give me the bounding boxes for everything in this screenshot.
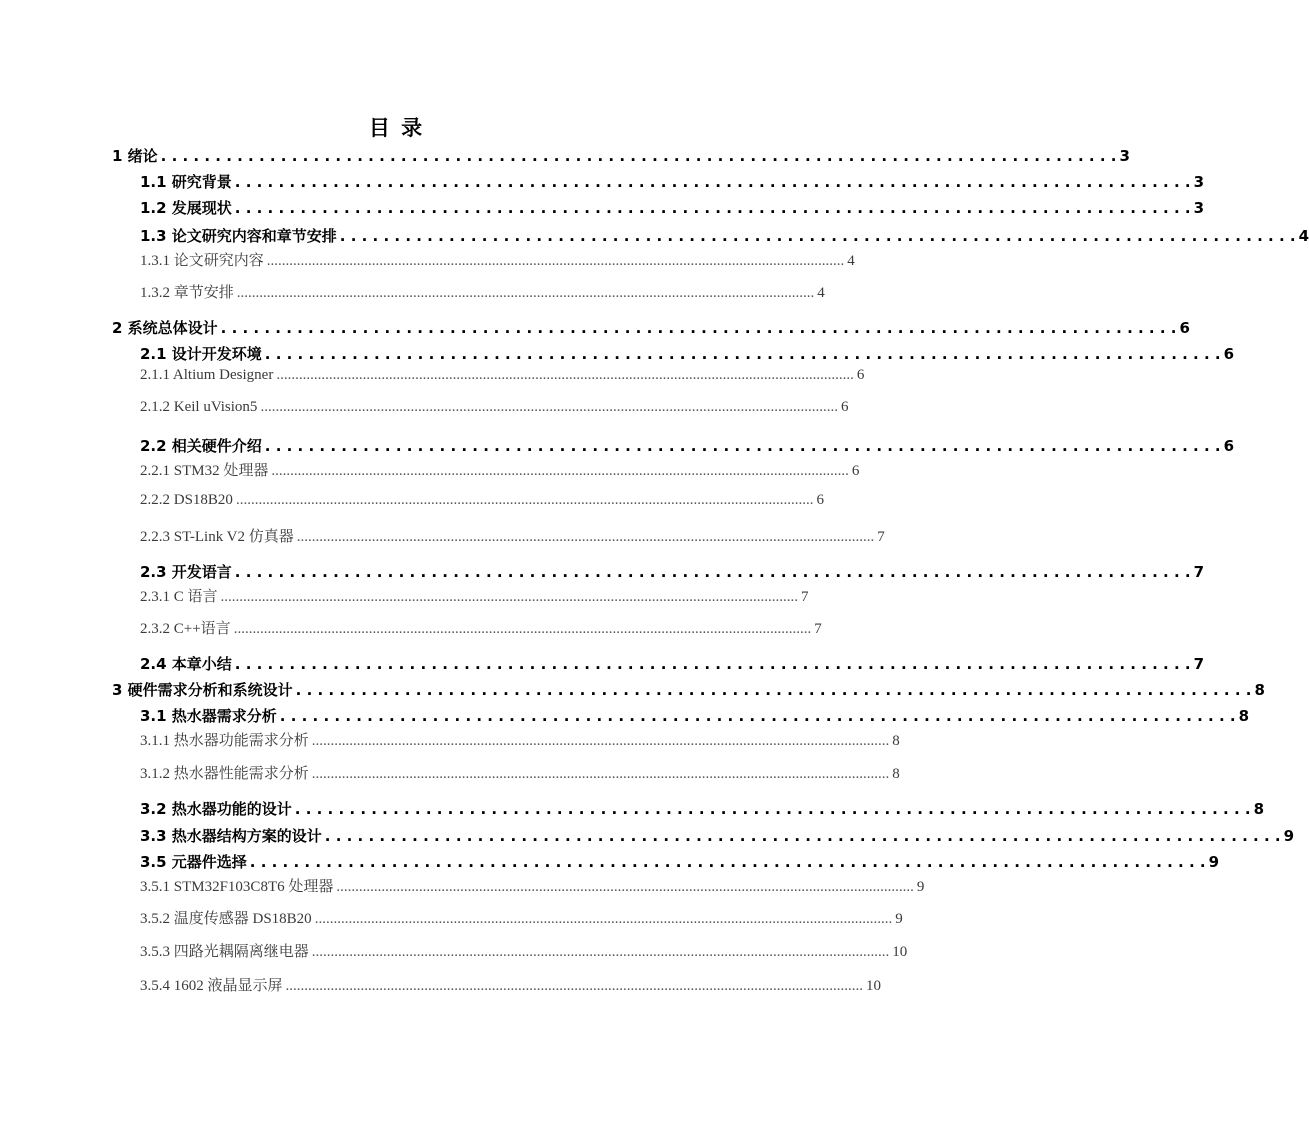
toc-entry-page-number: 7: [877, 529, 885, 545]
toc-entry-label: 3.2 热水器功能的设计: [140, 800, 292, 818]
toc-entry-page-number: 4: [1298, 227, 1309, 245]
toc-entry-label: 2.2.3 ST-Link V2 仿真器: [140, 529, 294, 545]
toc-entry-label: 3.1.1 热水器功能需求分析: [140, 733, 309, 749]
toc-leader-dots: . . . . . . . . . . . . . . . . . . . . . . . . . . . . . . . . . . . . . . . . . . . . . . . . . . . . . . . . . . . . . . . . . . . . . . . . . . . . . . . . . . . . . . . .: [339, 227, 1296, 245]
toc-entry-label: 1.2 发展现状: [140, 199, 232, 217]
toc-entry: [140, 343, 1235, 364]
toc-entry-page-number: 4: [847, 253, 855, 269]
toc-entry-page-number: 3: [1119, 147, 1130, 165]
toc-entry-page-number: 6: [1223, 345, 1235, 363]
toc-leader-dots: . . . . . . . . . . . . . . . . . . . . . . . . . . . . . . . . . . . . . . . . . . . . . . . . . . . . . . . . . . . . . . . . . . . . . . . . . . . . . . . . . . . . . . . .: [234, 655, 1191, 673]
toc-entry-page-number: 3: [1193, 199, 1205, 217]
toc-entry-label: 3.5.2 温度传感器 DS18B20: [140, 911, 312, 927]
toc-entry-page-number: 9: [1208, 853, 1220, 871]
toc-entry: [140, 585, 809, 606]
toc-entry-page-number: 7: [801, 589, 809, 605]
toc-entry-page-number: 6: [840, 399, 849, 415]
toc-entry: [112, 679, 1265, 700]
toc-entry-page-number: 9: [916, 879, 925, 895]
toc-entry-label: 3.5.3 四路光耦隔离继电器: [140, 944, 309, 960]
toc-entry-label: 2.2.2 DS18B20: [140, 492, 233, 508]
toc-entry-label: 2.3 开发语言: [140, 563, 232, 581]
toc-entry-label: 2.1 设计开发环境: [140, 345, 262, 363]
toc-leader-dots: . . . . . . . . . . . . . . . . . . . . . . . . . . . . . . . . . . . . . . . . . . . . . . . . . . . . . . . . . . . . . . . . . . . . . . . . . . . . . . . . . . . . . . . .: [264, 437, 1221, 455]
toc-leader-dots: ..........................................................................................................................................................: [296, 529, 875, 545]
toc-entry: [140, 249, 855, 270]
toc-entry: [140, 798, 1265, 819]
toc-entry: [140, 197, 1205, 218]
toc-entry: [140, 729, 900, 750]
toc-entry-page-number: 8: [892, 766, 900, 782]
toc-entry-label: 2.3.2 C++语言: [140, 621, 231, 637]
toc-entry-label: 2.2 相关硬件介绍: [140, 437, 262, 455]
toc-entry: [140, 875, 925, 896]
toc-leader-dots: ..........................................................................................................................................................: [220, 589, 799, 605]
toc-entry-label: 3 硬件需求分析和系统设计: [112, 681, 293, 699]
toc-leader-dots: ..........................................................................................................................................................: [236, 285, 815, 301]
toc-entry: [140, 399, 849, 416]
toc-leader-dots: ..........................................................................................................................................................: [260, 399, 838, 415]
toc-leader-dots: . . . . . . . . . . . . . . . . . . . . . . . . . . . . . . . . . . . . . . . . . . . . . . . . . . . . . . . . . . . . . . . . . . . . . . . . . . . . . . . . . . . . . . . .: [160, 147, 1117, 165]
toc-entry: [140, 171, 1205, 192]
toc-leader-dots: . . . . . . . . . . . . . . . . . . . . . . . . . . . . . . . . . . . . . . . . . . . . . . . . . . . . . . . . . . . . . . . . . . . . . . . . . . . . . . . . . . . . . . . .: [279, 707, 1236, 725]
toc-leader-dots: ..........................................................................................................................................................: [285, 978, 864, 994]
toc-entry: [140, 705, 1250, 726]
toc-entry-page-number: 9: [895, 911, 903, 927]
toc-leader-dots: ..........................................................................................................................................................: [233, 621, 812, 637]
toc-leader-dots: . . . . . . . . . . . . . . . . . . . . . . . . . . . . . . . . . . . . . . . . . . . . . . . . . . . . . . . . . . . . . . . . . . . . . . . . . . . . . . . . . . . . . . . .: [234, 199, 1191, 217]
toc-entry-label: 3.5.4 1602 液晶显示屏: [140, 978, 283, 994]
toc-leader-dots: . . . . . . . . . . . . . . . . . . . . . . . . . . . . . . . . . . . . . . . . . . . . . . . . . . . . . . . . . . . . . . . . . . . . . . . . . . . . . . . . . . . . . . . .: [294, 800, 1251, 818]
toc-leader-dots: . . . . . . . . . . . . . . . . . . . . . . . . . . . . . . . . . . . . . . . . . . . . . . . . . . . . . . . . . . . . . . . . . . . . . . . . . . . . . . . . . . . . . . . .: [295, 681, 1252, 699]
toc-entry-label: 1.3.1 论文研究内容: [140, 253, 264, 269]
toc-title: 目 录: [368, 116, 425, 140]
toc-leader-dots: . . . . . . . . . . . . . . . . . . . . . . . . . . . . . . . . . . . . . . . . . . . . . . . . . . . . . . . . . . . . . . . . . . . . . . . . . . . . . . . . . . . . . . . .: [220, 319, 1177, 337]
toc-leader-dots: ..........................................................................................................................................................: [276, 367, 854, 383]
toc-leader-dots: ..........................................................................................................................................................: [311, 766, 890, 782]
toc-entry: [140, 525, 885, 546]
toc-entry-page-number: 6: [1223, 437, 1235, 455]
toc-leader-dots: ..........................................................................................................................................................: [266, 253, 845, 269]
toc-entry: [140, 940, 908, 961]
toc-entry-page-number: 8: [892, 733, 900, 749]
toc-entry-label: 3.5.1 STM32F103C8T6 处理器: [140, 879, 334, 895]
toc-entry-label: 3.1 热水器需求分析: [140, 707, 277, 725]
toc-leader-dots: ..........................................................................................................................................................: [235, 492, 814, 508]
toc-entry: [140, 492, 824, 509]
toc-entry-label: 3.3 热水器结构方案的设计: [140, 827, 322, 845]
toc-leader-dots: . . . . . . . . . . . . . . . . . . . . . . . . . . . . . . . . . . . . . . . . . . . . . . . . . . . . . . . . . . . . . . . . . . . . . . . . . . . . . . . . . . . . . . . .: [249, 853, 1206, 871]
toc-leader-dots: . . . . . . . . . . . . . . . . . . . . . . . . . . . . . . . . . . . . . . . . . . . . . . . . . . . . . . . . . . . . . . . . . . . . . . . . . . . . . . . . . . . . . . . .: [234, 173, 1191, 191]
toc-entry: [140, 653, 1205, 674]
toc-entry-label: 2 系统总体设计: [112, 319, 218, 337]
toc-leader-dots: ..........................................................................................................................................................: [311, 944, 890, 960]
toc-leader-dots: ..........................................................................................................................................................: [271, 463, 849, 479]
toc-entry-label: 1.3.2 章节安排: [140, 285, 234, 301]
toc-entry-page-number: 4: [817, 285, 825, 301]
toc-leader-dots: ..........................................................................................................................................................: [314, 911, 893, 927]
toc-entry-label: 2.3.1 C 语言: [140, 589, 218, 605]
toc-leader-dots: ..........................................................................................................................................................: [311, 733, 890, 749]
toc-entry-label: 2.2.1 STM32 处理器: [140, 463, 269, 479]
toc-entry-label: 2.1.1 Altium Designer: [140, 367, 274, 383]
toc-entry: [112, 145, 1130, 166]
toc-entry-page-number: 6: [856, 367, 865, 383]
toc-leader-dots: . . . . . . . . . . . . . . . . . . . . . . . . . . . . . . . . . . . . . . . . . . . . . . . . . . . . . . . . . . . . . . . . . . . . . . . . . . . . . . . . . . . . . . . .: [264, 345, 1221, 363]
toc-entry-label: 2.4 本章小结: [140, 655, 232, 673]
toc-entry-label: 1.3 论文研究内容和章节安排: [140, 227, 337, 245]
toc-entry-page-number: 9: [1283, 827, 1295, 845]
toc-leader-dots: . . . . . . . . . . . . . . . . . . . . . . . . . . . . . . . . . . . . . . . . . . . . . . . . . . . . . . . . . . . . . . . . . . . . . . . . . . . . . . . . . . . . . . . .: [234, 563, 1191, 581]
toc-entry-page-number: 8: [1253, 800, 1265, 818]
toc-entry: [140, 435, 1235, 456]
toc-entry: [140, 225, 1309, 246]
toc-entry-label: 3.1.2 热水器性能需求分析: [140, 766, 309, 782]
toc-entry: [140, 974, 882, 995]
toc-entry-label: 1.1 研究背景: [140, 173, 232, 191]
toc-entry-page-number: 7: [1193, 563, 1205, 581]
toc-entry-page-number: 7: [1193, 655, 1205, 673]
toc-entry: [140, 762, 900, 783]
toc-entry-label: 1 绪论: [112, 147, 158, 165]
toc-leader-dots: ..........................................................................................................................................................: [336, 879, 914, 895]
toc-entry: [140, 825, 1295, 846]
toc-entry-page-number: 6: [1179, 319, 1190, 337]
toc-entry-page-number: 8: [1238, 707, 1250, 725]
toc-entry: [140, 561, 1205, 582]
toc-entry: [140, 907, 903, 928]
toc-entry-page-number: 10: [892, 944, 908, 960]
toc-entry-page-number: 6: [816, 492, 824, 508]
toc-entry-page-number: 8: [1254, 681, 1265, 699]
toc-entry-label: 3.5 元器件选择: [140, 853, 247, 871]
toc-entry-page-number: 7: [814, 621, 822, 637]
toc-entry: [140, 281, 825, 302]
toc-entry: [140, 459, 860, 480]
toc-entry: [140, 367, 865, 384]
toc-entry-page-number: 3: [1193, 173, 1205, 191]
toc-entry-label: 2.1.2 Keil uVision5: [140, 399, 258, 415]
toc-entry: [112, 317, 1190, 338]
toc-entry-page-number: 10: [866, 978, 882, 994]
toc-entry-page-number: 6: [851, 463, 860, 479]
toc-entry: [140, 851, 1220, 872]
toc-leader-dots: . . . . . . . . . . . . . . . . . . . . . . . . . . . . . . . . . . . . . . . . . . . . . . . . . . . . . . . . . . . . . . . . . . . . . . . . . . . . . . . . . . . . . . . .: [324, 827, 1281, 845]
toc-entry: [140, 617, 822, 638]
